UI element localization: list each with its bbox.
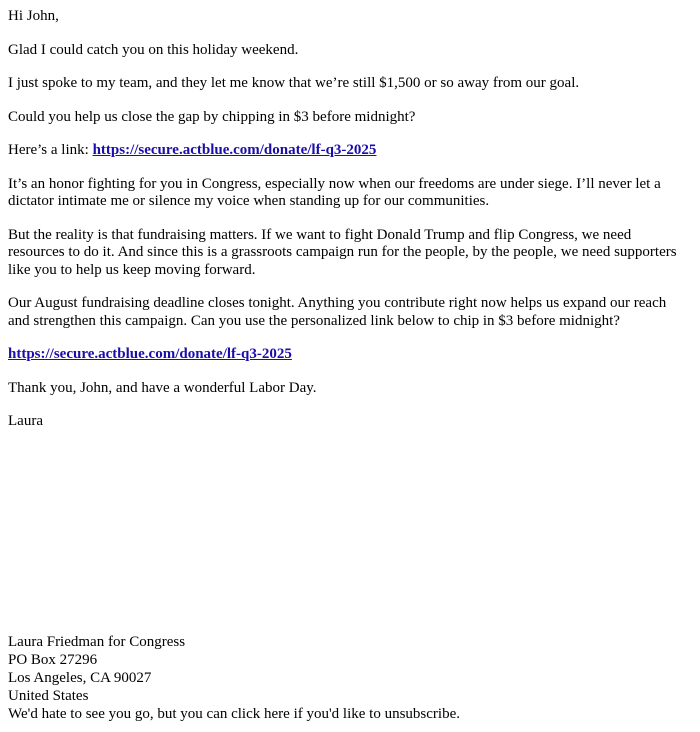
paragraph-honor: It’s an honor fighting for you in Congress, especially now when our freedoms are under siege. I’ll never let a dictator intimate me or silence my voice when standing up for our communities. (8, 175, 661, 209)
email-body (8, 8, 678, 447)
paragraph-thanks: Thank you, John, and have a wonderful Labor Day. (8, 379, 317, 396)
unsubscribe-text[interactable]: We'd hate to see you go, but you can click here if you'd like to unsubscribe. (8, 706, 460, 722)
footer-po-box: PO Box 27296 (8, 652, 98, 668)
paragraph-deadline: Our August fundraising deadline closes tonight. Anything you contribute right now helps us expand our reach and strengthen this campaign. Can you use the personalized link below to chip in $3 before midnight? (8, 295, 667, 329)
footer-country: United States (8, 688, 89, 704)
footer-org: Laura Friedman for Congress (8, 634, 186, 650)
email-footer (8, 633, 688, 723)
paragraph-ask: Could you help us close the gap by chipping in $3 before midnight? (8, 108, 416, 125)
donate-link-2[interactable]: https://secure.actblue.com/donate/lf-q3-2025 (8, 346, 292, 362)
paragraph-goal: I just spoke to my team, and they let me know that we’re still $1,500 or so away from our goal. (8, 75, 580, 91)
paragraph-link (8, 142, 678, 160)
paragraph-holiday: Glad I could catch you on this holiday weekend. (8, 41, 299, 58)
greeting: Hi John, (8, 8, 59, 24)
signature: Laura (8, 413, 43, 429)
paragraph-link-2 (8, 346, 678, 364)
paragraph-fundraising: But the reality is that fundraising matters. If we want to fight Donald Trump and flip Congress, we need resources to do it. And since this is a grassroots campaign run for the people, by the people, we need supporters like you to help us keep moving forward. (8, 226, 677, 278)
donate-link[interactable]: https://secure.actblue.com/donate/lf-q3-2025 (92, 142, 377, 158)
link-intro: Here’s a link: (8, 142, 93, 158)
footer-city: Los Angeles, CA 90027 (8, 670, 152, 686)
